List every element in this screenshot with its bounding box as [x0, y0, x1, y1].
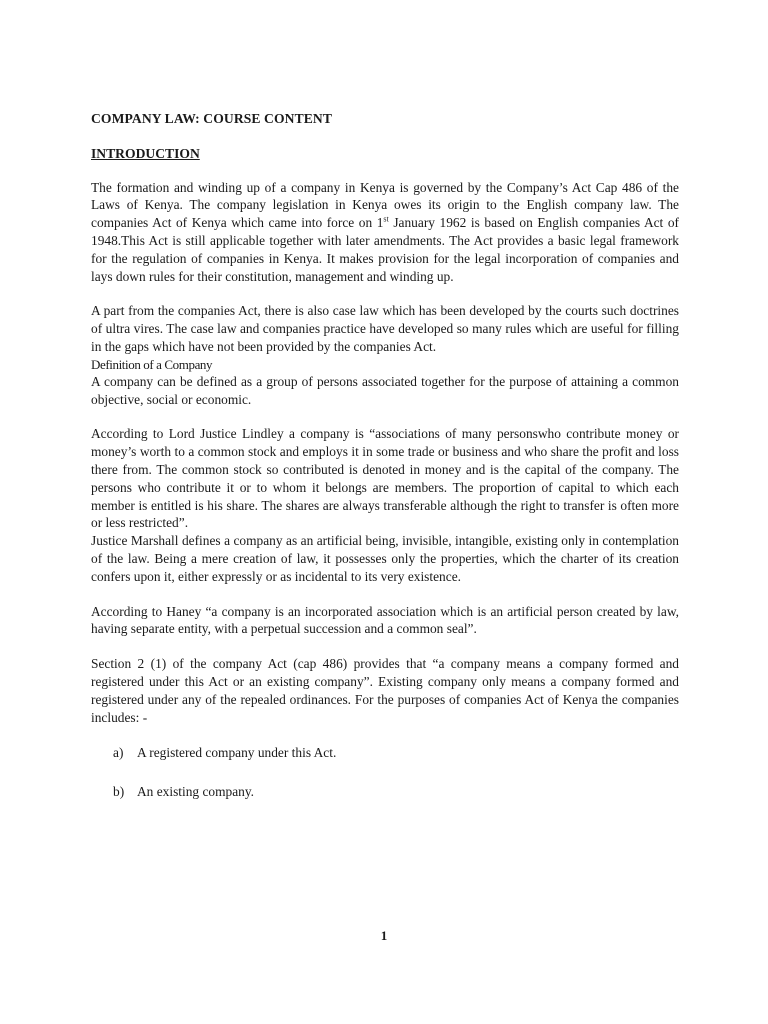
list-item-text: An existing company.	[137, 784, 255, 800]
paragraph-section-2: Section 2 (1) of the company Act (cap 486) provides that “a company means a company formed and registered under this Act or an existing company”. Existing company only means a company formed and registered under any of the repealed ordinances. For the purposes of companies Act of Kenya the companies includes: -	[91, 656, 679, 725]
paragraph-marshall: Justice Marshall defines a company as an artificial being, invisible, intangible, existing only in contemplation of the law. Being a mere creation of law, it possesses only the properties, which the charter of its creation confers upon it, either expressly or as incidental to its very existence.	[91, 533, 679, 584]
definition-heading: Definition of a Company	[91, 356, 213, 372]
paragraph-lindley: According to Lord Justice Lindley a company is “associations of many personswho contribute money or money’s worth to a common stock and employs it in some trade or business and who share the profit and loss there from. The common stock so contributed is denoted in money and is the capital of the company. The persons who contribute it or to whom it belongs are members. The proportion of capital to which each member is entitled is his share. The shares are always transferable although the right to transfer is often more or less restricted”.	[91, 426, 679, 531]
paragraph-formation-part-a: The formation and winding up of a company in Kenya is governed by the Company’s Act Cap 486 of the Laws of Kenya. The company legislation in Kenya owes its origin to the English company law. The companies Act of Kenya which came into force on 1	[91, 179, 679, 231]
section-heading-introduction: INTRODUCTION	[91, 145, 200, 161]
list-item	[91, 744, 679, 761]
document-content	[91, 110, 679, 822]
paragraph-haney: According to Haney “a company is an incorporated association which is an artificial person created by law, having separate entity, with a perpetual succession and a common seal”.	[91, 603, 679, 637]
paragraph-formation	[91, 179, 679, 286]
list-item-marker: a)	[113, 745, 124, 761]
company-types-list	[91, 744, 679, 800]
document-title: COMPANY LAW: COURSE CONTENT	[91, 111, 332, 126]
list-item-text: A registered company under this Act.	[137, 745, 337, 761]
ordinal-superscript: st	[383, 214, 389, 224]
paragraph-definition: A company can be defined as a group of persons associated together for the purpose of attaining a common objective, social or economic.	[91, 373, 679, 407]
paragraph-formation-part-b: January 1962 is based on English companies Act of 1948.This Act is still applicable together with later amendments. The Act provides a basic legal framework for the regulation of companies in Kenya. It makes provision for the legal incorporation of companies and lays down rules for their constitution, management and winding up.	[91, 215, 679, 284]
list-item-marker: b)	[113, 784, 125, 800]
list-item	[91, 783, 679, 800]
page-number: 1	[380, 928, 388, 943]
paragraph-case-law: A part from the companies Act, there is also case law which has been developed by the courts such doctrines of ultra vires. The case law and companies practice have developed so many rules which are useful for filling in the gaps which have not been provided by the companies Act.	[91, 303, 679, 354]
